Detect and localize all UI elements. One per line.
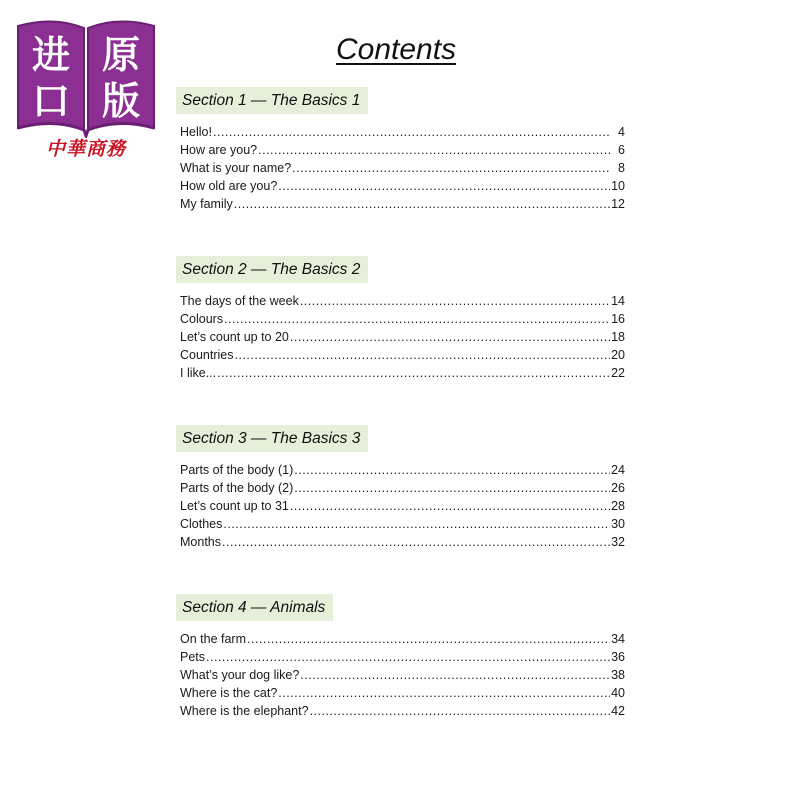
entry-page: 42 (611, 704, 625, 718)
badge-char-3: 口 (31, 79, 71, 123)
dot-leader (278, 179, 610, 193)
entry-page: 20 (611, 348, 625, 362)
entry-page: 10 (611, 179, 625, 193)
entry-page: 34 (611, 632, 625, 646)
entry-title: I like... (180, 366, 217, 380)
entry-page: 6 (618, 143, 625, 157)
toc-section-1 (176, 87, 626, 215)
section-entries (180, 294, 626, 384)
toc-entry[interactable] (180, 632, 625, 650)
entry-page: 24 (611, 463, 625, 477)
publisher-badge (14, 18, 158, 168)
dot-leader (234, 197, 610, 211)
dot-leader (294, 481, 610, 495)
entry-title: What’s your dog like? (180, 668, 300, 682)
toc-entry[interactable] (180, 348, 625, 366)
dot-leader (223, 517, 610, 531)
dot-leader (217, 366, 610, 380)
toc-entry[interactable] (180, 517, 625, 535)
badge-char-1: 进 (31, 33, 71, 77)
toc-entry[interactable] (180, 463, 625, 481)
section-entries (180, 125, 626, 215)
entry-page: 28 (611, 499, 625, 513)
toc-entry[interactable] (180, 704, 625, 722)
entry-title: How old are you? (180, 179, 278, 193)
entry-page: 18 (611, 330, 625, 344)
entry-page: 14 (611, 294, 625, 308)
dot-leader (235, 348, 611, 362)
toc-entry[interactable] (180, 197, 625, 215)
toc-section-3 (176, 425, 626, 553)
dot-leader (292, 161, 610, 175)
entry-title: Where is the elephant? (180, 704, 309, 718)
toc-entry[interactable] (180, 535, 625, 553)
badge-char-2: 原 (101, 33, 141, 77)
entry-page: 16 (611, 312, 625, 326)
dot-leader (290, 330, 610, 344)
badge-char-4: 版 (101, 79, 141, 123)
open-book-icon (14, 18, 158, 138)
entry-title: Months (180, 535, 221, 549)
section-heading: Section 4 — Animals (176, 594, 333, 621)
toc-entry[interactable] (180, 686, 625, 704)
entry-page: 32 (611, 535, 625, 549)
toc-entry[interactable] (180, 366, 625, 384)
page-title: Contents (336, 33, 457, 66)
toc-entry[interactable] (180, 499, 625, 517)
toc-entry[interactable] (180, 143, 625, 161)
section-heading: Section 3 — The Basics 3 (176, 425, 368, 452)
toc-entry[interactable] (180, 161, 625, 179)
entry-title: Parts of the body (2) (180, 481, 294, 495)
dot-leader (206, 650, 610, 664)
entry-page: 36 (611, 650, 625, 664)
toc-entry[interactable] (180, 294, 625, 312)
toc-section-4 (176, 594, 626, 722)
section-heading: Section 2 — The Basics 2 (176, 256, 368, 283)
toc-entry[interactable] (180, 650, 625, 668)
entry-title: Let’s count up to 31 (180, 499, 289, 513)
section-heading: Section 1 — The Basics 1 (176, 87, 368, 114)
section-entries (180, 463, 626, 553)
entry-page: 26 (611, 481, 625, 495)
dot-leader (300, 294, 610, 308)
dot-leader (247, 632, 610, 646)
toc-entry[interactable] (180, 179, 625, 197)
toc-section-2 (176, 256, 626, 384)
badge-subtitle: 中華商務 (45, 138, 126, 160)
dot-leader (222, 535, 610, 549)
dot-leader (213, 125, 610, 139)
entry-title: Parts of the body (1) (180, 463, 294, 477)
dot-leader (290, 499, 610, 513)
entry-title: What is your name? (180, 161, 292, 175)
entry-page: 4 (618, 125, 625, 139)
entry-title: Hello! (180, 125, 212, 139)
dot-leader (300, 668, 610, 682)
entry-title: On the farm (180, 632, 246, 646)
toc-entry[interactable] (180, 668, 625, 686)
dot-leader (278, 686, 610, 700)
toc-entry[interactable] (180, 125, 625, 143)
entry-title: Clothes (180, 517, 223, 531)
entry-title: My family (180, 197, 233, 211)
entry-title: Let’s count up to 20 (180, 330, 289, 344)
dot-leader (310, 704, 610, 718)
entry-page: 38 (611, 668, 625, 682)
entry-title: The days of the week (180, 294, 299, 308)
entry-page: 30 (611, 517, 625, 531)
dot-leader (224, 312, 610, 326)
dot-leader (294, 463, 610, 477)
toc-entry[interactable] (180, 330, 625, 348)
toc-entry[interactable] (180, 481, 625, 499)
dot-leader (258, 143, 610, 157)
entry-title: Where is the cat? (180, 686, 278, 700)
entry-title: Pets (180, 650, 206, 664)
toc-entry[interactable] (180, 312, 625, 330)
entry-page: 8 (618, 161, 625, 175)
entry-page: 40 (611, 686, 625, 700)
entry-title: Countries (180, 348, 234, 362)
entry-page: 22 (611, 366, 625, 380)
entry-title: How are you? (180, 143, 258, 157)
section-entries (180, 632, 626, 722)
entry-page: 12 (611, 197, 625, 211)
entry-title: Colours (180, 312, 224, 326)
